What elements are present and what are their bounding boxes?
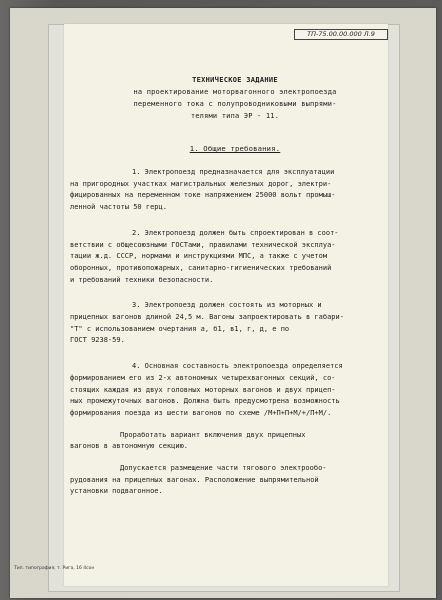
text-line: ленной частоты 50 герц.: [70, 203, 167, 212]
document-title: [70, 74, 400, 122]
paragraph-6: [70, 463, 400, 498]
text-line: 2. Электропоезд должен быть спроектирован в соот-: [132, 228, 339, 237]
text-line: установки подвагонное.: [70, 487, 163, 496]
section-heading: 1. Общие требования.: [189, 144, 281, 153]
title-line: переменного тока с полупроводниковыми выпрями-: [133, 100, 337, 108]
text-line: 1. Электропоезд предназначается для эксплуатации: [132, 168, 335, 176]
paragraph-1: [70, 167, 400, 214]
text-line: фицированных на переменном токе напряжением 25000 вольт промыш-: [70, 191, 336, 200]
text-line: вагонов в автономную секцию.: [70, 442, 189, 451]
text-line: ГОСТ 9238-59.: [70, 336, 125, 345]
text-line: формирования поезда из шести вагонов по схеме /М+П+П+М/+/П+М/.: [70, 408, 332, 417]
document-code-stamp: ТП-75.00.00.000 Л.9: [294, 29, 388, 40]
text-line: 3. Электропоезд должен состоять из моторных и: [132, 301, 322, 310]
text-line: тации ж.д. СССР, нормами и инструкциями МПС, а также с учетом: [70, 252, 328, 261]
paragraph-3: [70, 300, 400, 347]
printer-stamp: Тип. типография, т. Рига, 16 4сон: [14, 566, 95, 571]
text-line: Проработать вариант включения двух прицепных: [120, 430, 306, 439]
document-body: [70, 66, 400, 498]
text-line: прицепных вагонов длиной 24,5 м. Вагоны запроектировать в габари-: [70, 313, 344, 322]
text-line: формированием его из 2-х автономных четырехвагонных секций, со-: [70, 373, 336, 382]
text-line: на пригородных участках магистральных железных дорог, электри-: [70, 179, 332, 188]
paragraph-2: [70, 228, 400, 287]
title-line: на проектирование моторвагонного электропоезда: [133, 88, 337, 96]
text-line: стоящих каждая из двух головных моторных вагонов и двух прицеп-: [70, 385, 336, 394]
text-line: и требований техники безопасности.: [70, 275, 214, 284]
text-line: оборонных, противопожарных, санитарно-гигиенических требований: [70, 263, 332, 272]
paragraph-5: [70, 430, 400, 453]
text-line: ных промежуточных вагонов. Должна быть предусмотрена возможность: [70, 397, 340, 406]
text-line: ветствии с общесоюзными ГОСТами, правилами технической эксплуа-: [70, 240, 336, 249]
text-line: "Т" с использованием очертания а, б1, в1, г, д, е по: [70, 324, 290, 333]
text-line: 4. Основная составность электропоезда определяется: [132, 362, 343, 371]
text-line: рудования на прицепных вагонах. Расположение выпрямительной: [70, 475, 319, 484]
title-line: телями типа ЭР - 11.: [190, 112, 280, 120]
paragraph-4: [70, 361, 400, 420]
title-line: ТЕХНИЧЕСКОЕ ЗАДАНИЕ: [192, 76, 278, 84]
text-line: Допускается размещение части тягового электрообо-: [120, 464, 327, 473]
